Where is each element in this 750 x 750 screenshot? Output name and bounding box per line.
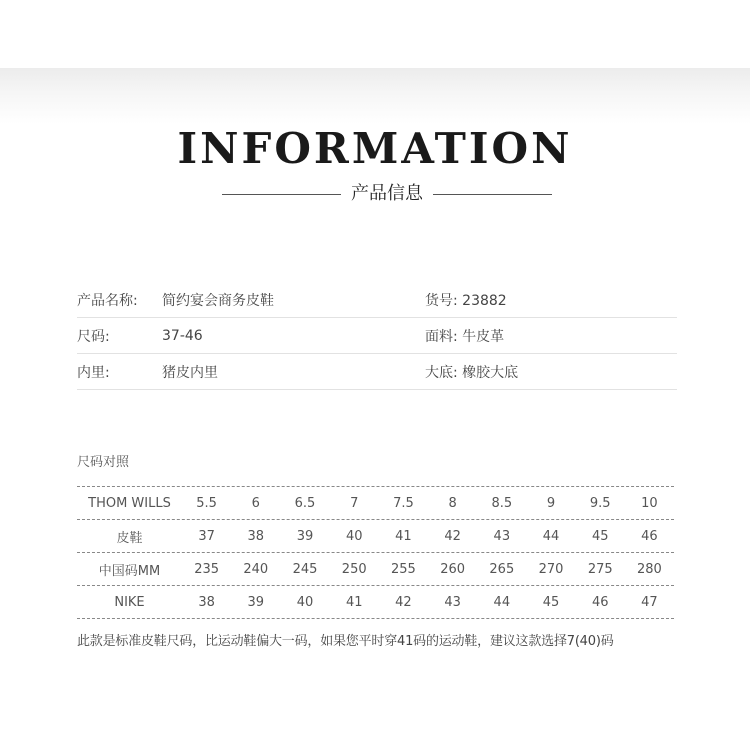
size-cell: 45 — [542, 594, 560, 610]
size-note: 此款是标准皮鞋尺码，比运动鞋偏大一码，如果您平时穿41码的运动鞋，建议这款选择7(40)码 — [77, 634, 614, 649]
size-cell: 7.5 — [393, 495, 414, 511]
size-row-label: 中国码MM — [98, 563, 161, 579]
info-row — [77, 318, 677, 354]
size-cell: 46 — [641, 528, 658, 544]
size-row-label: 皮鞋 — [116, 530, 143, 546]
size-cell: 47 — [641, 594, 658, 610]
size-cell: 260 — [440, 561, 466, 577]
size-cell: 43 — [444, 594, 461, 610]
size-row-label: THOM WILLS — [88, 495, 171, 511]
size-cell: 255 — [391, 561, 416, 577]
info-row — [77, 354, 677, 390]
header-background — [0, 68, 750, 124]
size-cell: 235 — [194, 561, 220, 577]
size-cell: 275 — [587, 561, 613, 577]
page-subtitle: 产品信息 — [351, 183, 423, 204]
size-cell: 41 — [345, 594, 363, 610]
size-cell: 6.5 — [294, 495, 316, 511]
info-row — [77, 282, 677, 318]
size-cell: 38 — [247, 528, 265, 544]
size-cell: 240 — [243, 561, 269, 577]
subtitle-divider-right — [433, 194, 552, 195]
size-cell: 39 — [296, 528, 314, 544]
size-cell: 7 — [350, 495, 359, 511]
size-cell: 9 — [546, 495, 556, 511]
size-row-label: NIKE — [114, 594, 145, 610]
size-cell: 10 — [641, 495, 658, 511]
size-row — [77, 487, 674, 520]
size-row-cells — [182, 595, 674, 610]
page-title: INFORMATION — [177, 124, 573, 173]
info-key: 产品名称: — [77, 292, 138, 309]
info-key: 尺码: — [77, 328, 110, 345]
size-cell: 43 — [493, 528, 511, 544]
size-cell: 38 — [198, 594, 215, 610]
size-row-cells — [182, 562, 674, 577]
size-cell: 280 — [637, 561, 662, 577]
size-cell: 270 — [538, 561, 564, 577]
size-cell: 42 — [395, 594, 412, 610]
info-right: 面料: 牛皮革 — [425, 328, 505, 345]
size-cell: 40 — [296, 594, 314, 610]
size-cell: 40 — [345, 528, 363, 544]
product-info-table — [77, 282, 677, 390]
size-cell: 44 — [493, 594, 511, 610]
size-cell: 45 — [591, 528, 609, 544]
size-cell: 250 — [341, 561, 367, 577]
size-row-cells — [182, 529, 674, 544]
size-row — [77, 520, 674, 553]
size-row-cells — [182, 496, 674, 511]
info-value: 37-46 — [162, 327, 203, 344]
subtitle-row — [222, 182, 552, 206]
size-cell: 46 — [591, 594, 609, 610]
size-cell: 245 — [292, 561, 318, 577]
info-right: 货号: 23882 — [425, 292, 507, 309]
size-cell: 8.5 — [491, 495, 513, 511]
size-chart-table — [77, 486, 674, 619]
size-cell: 9.5 — [589, 495, 611, 511]
size-chart-title: 尺码对照 — [77, 455, 130, 470]
size-cell: 39 — [247, 594, 265, 610]
size-cell: 265 — [489, 561, 515, 577]
size-row — [77, 586, 674, 619]
info-right: 大底: 橡胶大底 — [425, 364, 519, 381]
info-value: 简约宴会商务皮鞋 — [162, 292, 274, 309]
size-cell: 8 — [448, 495, 457, 511]
subtitle-divider-left — [222, 194, 341, 195]
size-cell: 5.5 — [196, 495, 217, 511]
size-cell: 41 — [395, 528, 412, 544]
size-cell: 37 — [198, 528, 215, 544]
size-cell: 44 — [542, 528, 560, 544]
size-cell: 6 — [251, 495, 260, 511]
info-value: 猪皮内里 — [162, 364, 218, 381]
info-key: 内里: — [77, 364, 110, 381]
size-cell: 42 — [444, 528, 461, 544]
size-row — [77, 553, 674, 586]
